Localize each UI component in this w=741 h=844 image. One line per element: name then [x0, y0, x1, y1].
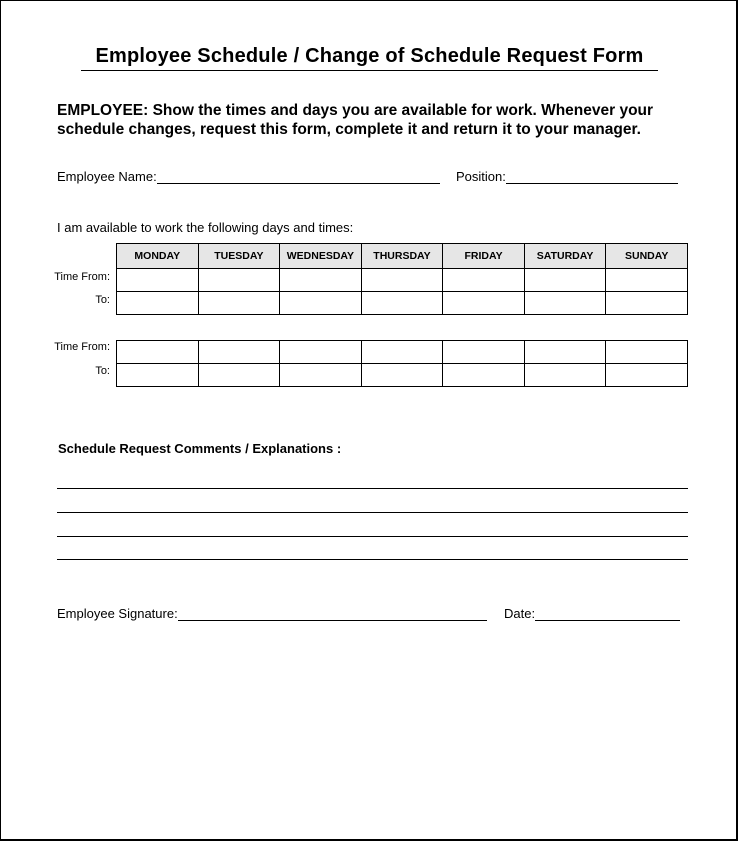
comment-line[interactable] [57, 536, 688, 537]
time-cell[interactable] [280, 269, 362, 292]
date-field[interactable] [535, 606, 680, 621]
date-row [504, 606, 680, 621]
availability-table-2 [116, 340, 688, 387]
time-cell[interactable] [606, 341, 688, 364]
to-label: To: [95, 365, 110, 377]
employee-name-label: Employee Name: [57, 169, 157, 184]
time-cell[interactable] [361, 364, 443, 387]
form-title: Employee Schedule / Change of Schedule Request Form [81, 43, 658, 71]
position-row [456, 169, 678, 184]
time-from-row [117, 269, 688, 292]
position-label: Position: [456, 169, 506, 184]
time-cell[interactable] [117, 341, 199, 364]
time-cell[interactable] [524, 364, 606, 387]
time-cell[interactable] [361, 341, 443, 364]
time-cell[interactable] [524, 269, 606, 292]
time-cell[interactable] [606, 364, 688, 387]
time-cell[interactable] [280, 341, 362, 364]
availability-table-1 [116, 243, 688, 315]
time-cell[interactable] [443, 269, 525, 292]
time-from-row [117, 341, 688, 364]
comment-line[interactable] [57, 488, 688, 489]
day-header: WEDNESDAY [280, 244, 362, 269]
time-cell[interactable] [117, 269, 199, 292]
time-cell[interactable] [198, 292, 280, 315]
date-label: Date: [504, 606, 536, 621]
time-cell[interactable] [606, 292, 688, 315]
time-cell[interactable] [524, 292, 606, 315]
time-cell[interactable] [443, 364, 525, 387]
time-cell[interactable] [198, 364, 280, 387]
time-cell[interactable] [361, 292, 443, 315]
time-to-row [117, 292, 688, 315]
time-cell[interactable] [198, 269, 280, 292]
day-header: FRIDAY [443, 244, 525, 269]
day-header: SATURDAY [524, 244, 606, 269]
signature-row [57, 606, 487, 621]
time-cell[interactable] [280, 364, 362, 387]
time-from-label: Time From: [54, 341, 110, 353]
time-cell[interactable] [117, 292, 199, 315]
employee-name-field[interactable] [157, 169, 440, 184]
time-cell[interactable] [117, 364, 199, 387]
comments-label: Schedule Request Comments / Explanations : [58, 441, 342, 456]
time-from-label: Time From: [54, 271, 110, 283]
employee-name-row [57, 169, 440, 184]
instructions-text: EMPLOYEE: Show the times and days you are available for work. Whenever your schedule changes, request this form, complete it and return it to your manager. [57, 102, 654, 138]
time-cell[interactable] [443, 292, 525, 315]
day-header: TUESDAY [198, 244, 280, 269]
day-header: MONDAY [117, 244, 199, 269]
time-cell[interactable] [443, 341, 525, 364]
time-cell[interactable] [361, 269, 443, 292]
signature-field[interactable] [178, 606, 487, 621]
time-cell[interactable] [280, 292, 362, 315]
comment-line[interactable] [57, 512, 688, 513]
to-label: To: [95, 294, 110, 306]
day-header-row [117, 244, 688, 269]
time-cell[interactable] [198, 341, 280, 364]
availability-label: I am available to work the following days and times: [57, 220, 354, 235]
comment-line[interactable] [57, 559, 688, 560]
time-cell[interactable] [524, 341, 606, 364]
time-cell[interactable] [606, 269, 688, 292]
signature-label: Employee Signature: [57, 606, 178, 621]
position-field[interactable] [506, 169, 678, 184]
time-to-row [117, 364, 688, 387]
day-header: THURSDAY [361, 244, 443, 269]
day-header: SUNDAY [606, 244, 688, 269]
